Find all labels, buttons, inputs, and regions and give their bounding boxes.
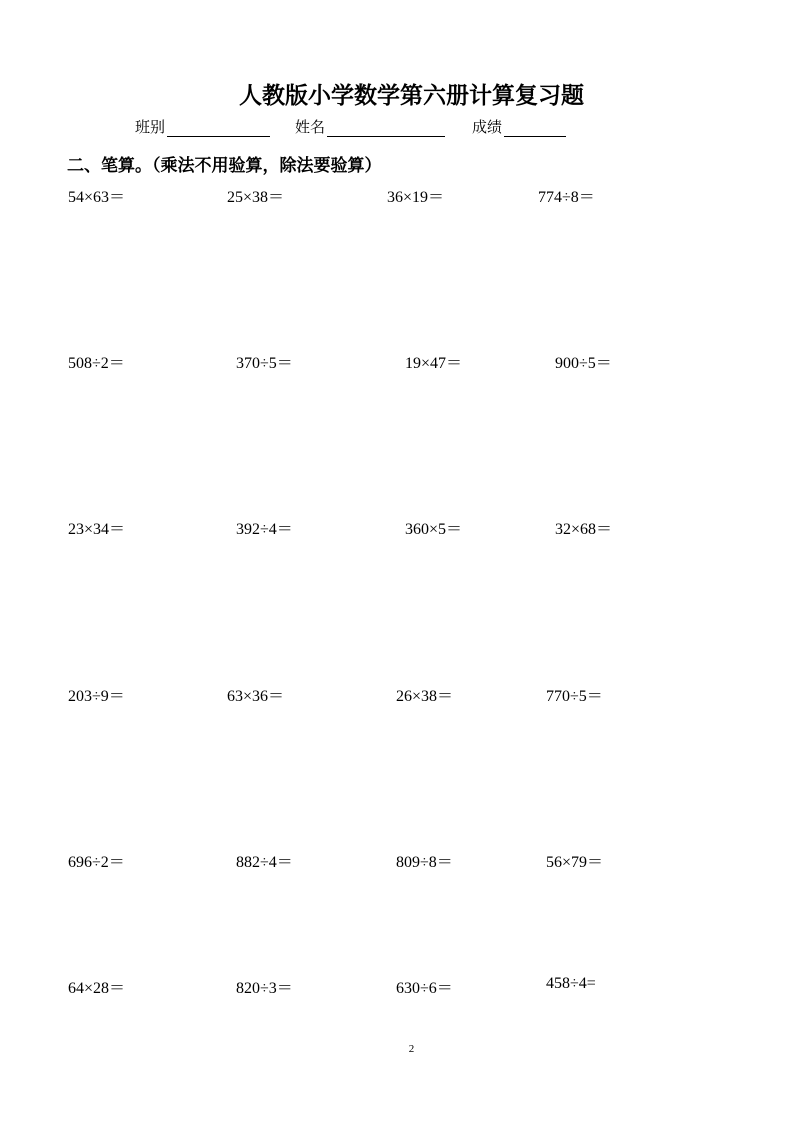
problem: 696÷2＝ — [68, 854, 125, 871]
problem: 630÷6＝ — [396, 980, 453, 997]
problem: 820÷3＝ — [236, 980, 293, 997]
problem: 360×5＝ — [405, 521, 463, 538]
problem: 203÷9＝ — [68, 688, 125, 705]
problem: 458÷4= — [546, 975, 596, 992]
problem: 809÷8＝ — [396, 854, 453, 871]
problem: 19×47＝ — [405, 355, 463, 372]
problem: 32×68＝ — [555, 521, 613, 538]
name-field — [295, 116, 445, 137]
problem: 508÷2＝ — [68, 355, 125, 372]
section-heading: 二、笔算。（乘法不用验算，除法要验算） — [67, 156, 382, 176]
name-label: 姓名 — [295, 118, 326, 136]
name-blank[interactable] — [327, 120, 445, 137]
page-title: 人教版小学数学第六册计算复习题 — [239, 83, 584, 109]
problem: 63×36＝ — [227, 688, 285, 705]
score-label: 成绩 — [472, 118, 503, 136]
problem: 392÷4＝ — [236, 521, 293, 538]
problem: 54×63＝ — [68, 189, 126, 206]
class-label: 班别 — [135, 118, 166, 136]
problem: 774÷8＝ — [538, 189, 595, 206]
class-blank[interactable] — [167, 120, 270, 137]
problem: 370÷5＝ — [236, 355, 293, 372]
problem: 36×19＝ — [387, 189, 445, 206]
score-blank[interactable] — [504, 120, 566, 137]
page-number: 2 — [408, 1043, 415, 1055]
problem: 26×38＝ — [396, 688, 454, 705]
class-field — [135, 116, 270, 137]
problem: 64×28＝ — [68, 980, 126, 997]
problem: 770÷5＝ — [546, 688, 603, 705]
problem: 882÷4＝ — [236, 854, 293, 871]
problem: 25×38＝ — [227, 189, 285, 206]
score-field — [472, 116, 566, 137]
problem: 56×79＝ — [546, 854, 604, 871]
problem: 900÷5＝ — [555, 355, 612, 372]
problem: 23×34＝ — [68, 521, 126, 538]
